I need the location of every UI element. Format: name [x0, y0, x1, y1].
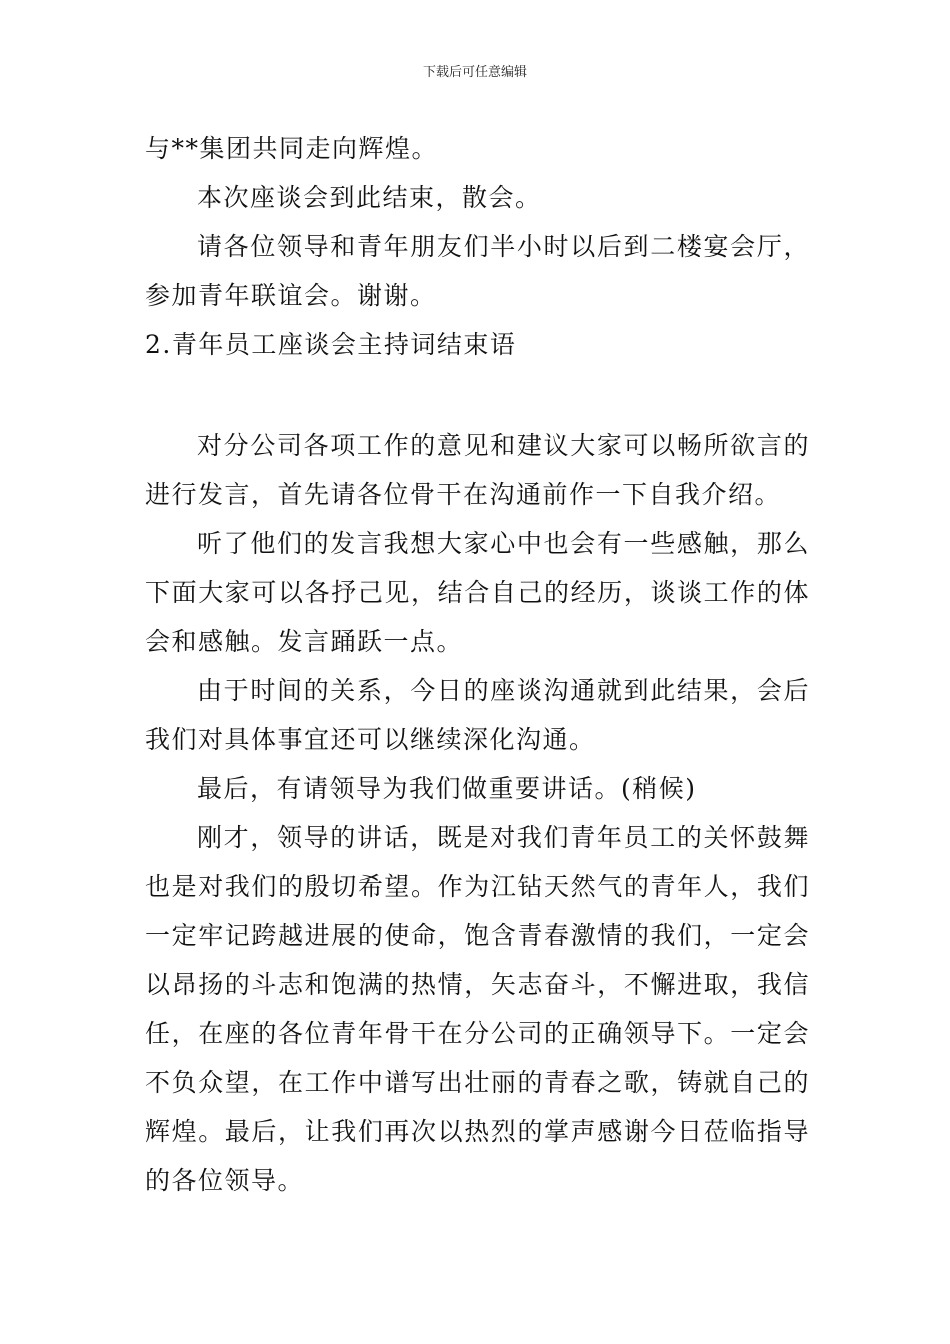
- paragraph-leader-speech: 最后，有请领导为我们做重要讲话。(稍候): [197, 774, 697, 803]
- paragraph-discussion: 听了他们的发言我想大家心中也会有一些感触，那么下面大家可以各抒己见，结合自己的经历，谈谈工作的体会和感触。发言踊跃一点。: [145, 529, 810, 656]
- page-header: 下载后可任意编辑: [422, 65, 527, 80]
- paragraph-conclusion: 刚才，领导的讲话，既是对我们青年员工的关怀鼓舞也是对我们的殷切希望。作为江钻天然气的青年人，我们一定牢记跨越进展的使命，饱含青春激情的我们，一定会以昂扬的斗志和饱满的热情，矢志奋斗，不懈进取，我信任，在座的各位青年骨干在分公司的正确领导下。一定会不负众望，在工作中谱写出壮丽的青春之歌，铸就自己的辉煌。最后，让我们再次以热烈的掌声感谢今日莅临指导的各位领导。: [145, 823, 810, 1195]
- paragraph-closing-line: 与**集团共同走向辉煌。: [145, 134, 439, 163]
- paragraph-time-limit: 由于时间的关系，今日的座谈沟通就到此结果，会后我们对具体事宜还可以继续深化沟通。: [145, 676, 810, 754]
- document-body: [145, 124, 810, 1205]
- section-heading: 2.青年员工座谈会主持词结束语: [145, 330, 517, 359]
- paragraph-opinions: 对分公司各项工作的意见和建议大家可以畅所欲言的进行发言，首先请各位骨干在沟通前作一下自我介绍。: [145, 431, 810, 509]
- paragraph-meeting-end: 本次座谈会到此结束，散会。: [197, 183, 542, 212]
- blank-gap: [145, 369, 810, 421]
- paragraph-banquet-invite: 请各位领导和青年朋友们半小时以后到二楼宴会厅，参加青年联谊会。谢谢。: [145, 232, 810, 310]
